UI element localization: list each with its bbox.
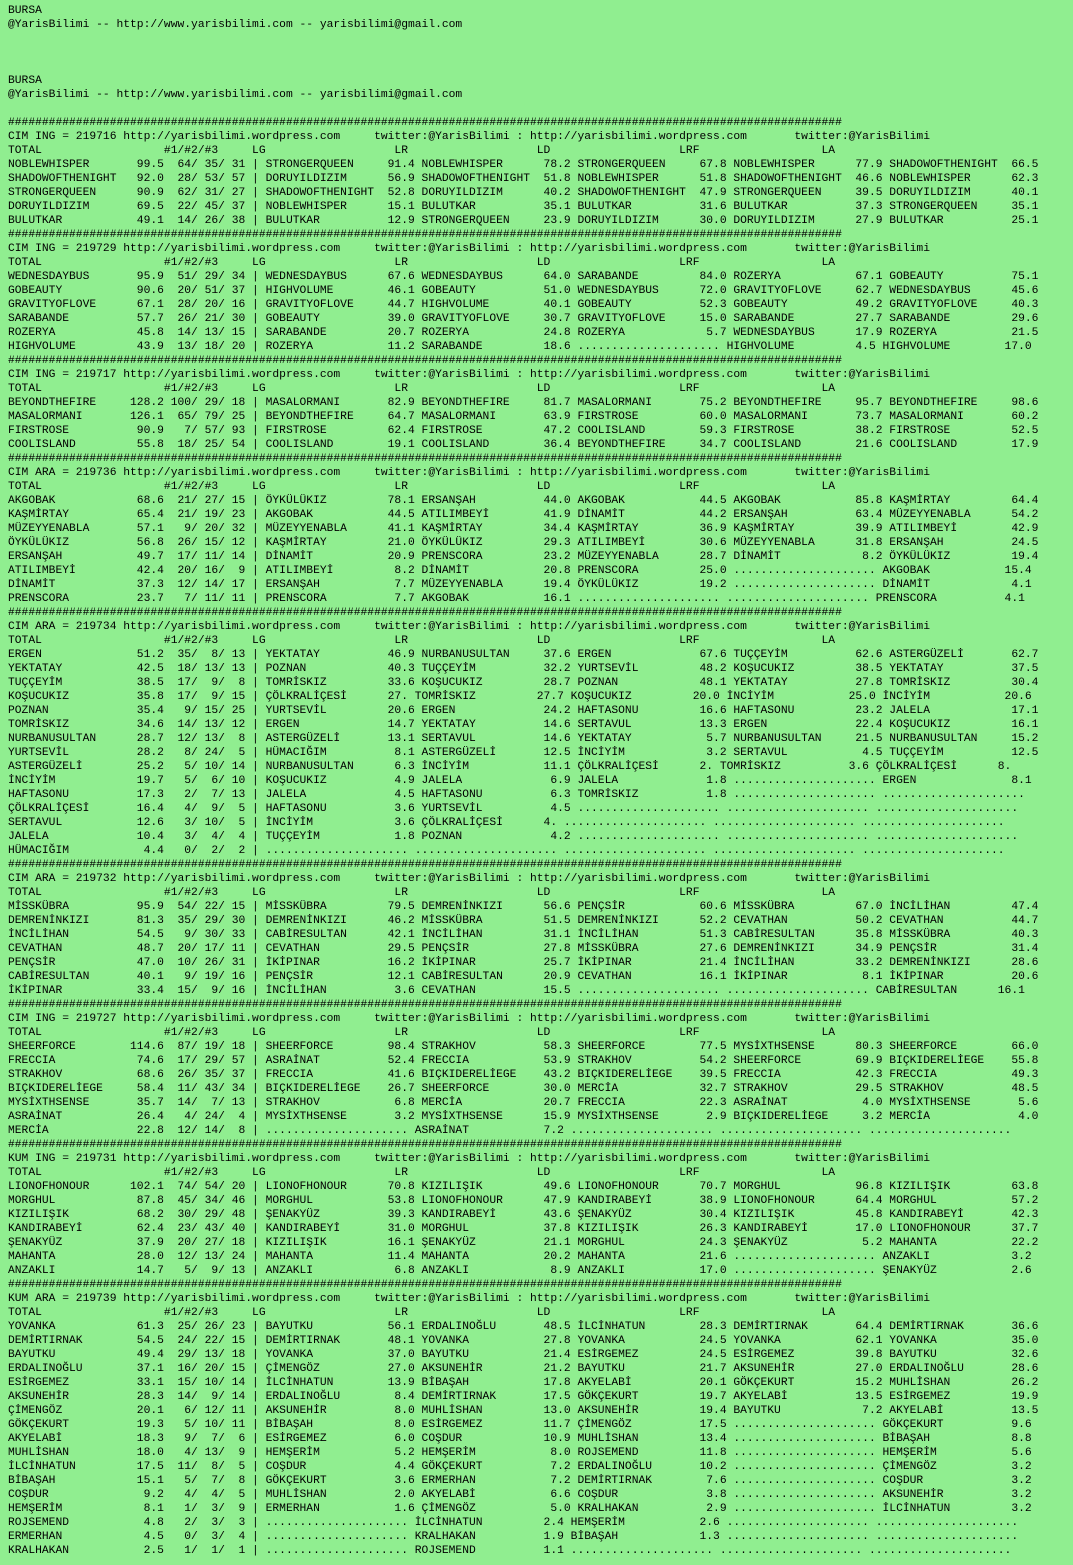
horse-row: MÜZEYYENABLA 57.1 9/ 20/ 32 | MÜZEYYENABLA 41.1 KAŞMİRTAY 34.4 KAŞMİRTAY 36.9 KAŞMİRTAY 39.9 ATILIMBEYİ 42.9 — [8, 523, 1039, 535]
horse-row: SHEERFORCE 114.6 87/ 19/ 18 | SHEERFORCE 98.4 STRAKHOV 58.3 SHEERFORCE 77.5 MYSİXTHSENSE 80.3 SHEERFORCE 66.0 — [8, 1041, 1039, 1053]
horse-row: ŞENAKYÜZ 37.9 20/ 27/ 18 | KIZILIŞIK 16.1 ŞENAKYÜZ 21.1 MORGHUL 24.3 ŞENAKYÜZ 5.2 MAHANTA 22.2 — [8, 1237, 1039, 1249]
horse-row: FRECCIA 74.6 17/ 29/ 57 | ASRAİNAT 52.4 FRECCIA 53.9 STRAKHOV 54.2 SHEERFORCE 69.9 BIÇKIDERELİEGE 55.8 — [8, 1055, 1039, 1067]
section-divider: ########################################################################################################################### — [8, 355, 842, 367]
section-divider: ########################################################################################################################### — [8, 117, 842, 129]
horse-row: AKSUNEHİR 28.3 14/ 9/ 14 | ERDALINOĞLU 8.4 DEMİRTIRNAK 17.5 GÖKÇEKURT 19.7 AKYELABİ 13.5 ESİRGEMEZ 19.9 — [8, 1391, 1039, 1403]
horse-row: KRALHAKAN 2.5 1/ 1/ 1 | ..................... ROJSEMEND 1.1 ..................... ..................... ..................... — [8, 1545, 1012, 1557]
horse-row: PENÇSİR 47.0 10/ 26/ 31 | İKİPINAR 16.2 İKİPINAR 25.7 İKİPINAR 21.4 İNCİLİHAN 33.2 DEMRENİNKIZI 28.6 — [8, 957, 1039, 969]
race-header: CIM ING = 219717 http://yarisbilimi.wordpress.com twitter:@YarisBilimi : http://yarisbilimi.wordpress.com twitter:@YarisBilimi — [8, 369, 930, 381]
horse-row: KIZILIŞIK 68.2 30/ 29/ 48 | ŞENAKYÜZ 39.3 KANDIRABEYİ 43.6 ŞENAKYÜZ 30.4 KIZILIŞIK 45.8 KANDIRABEYİ 42.3 — [8, 1209, 1039, 1221]
horse-row: MORGHUL 87.8 45/ 34/ 46 | MORGHUL 53.8 LIONOFHONOUR 47.9 KANDIRABEYİ 38.9 LIONOFHONOUR 64.4 MORGHUL 57.2 — [8, 1195, 1039, 1207]
column-headers: TOTAL #1/#2/#3 LG LR LD LRF LA — [8, 257, 836, 269]
horse-row: HIGHVOLUME 43.9 13/ 18/ 20 | ROZERYA 11.2 SARABANDE 18.6 ..................... HIGHVOLUME 4.5 HIGHVOLUME 17.0 — [8, 341, 1032, 353]
horse-row: ÇİMENGÖZ 20.1 6/ 12/ 11 | AKSUNEHİR 8.0 MUHLİSHAN 13.0 AKSUNEHİR 19.4 BAYUTKU 7.2 AKYELABİ 13.5 — [8, 1405, 1039, 1417]
horse-row: BİBAŞAH 15.1 5/ 7/ 8 | GÖKÇEKURT 3.6 ERMERHAN 7.2 DEMİRTIRNAK 7.6 ..................... COŞDUR 3.2 — [8, 1475, 1032, 1487]
horse-row: İNCİLİHAN 54.5 9/ 30/ 33 | CABİRESULTAN 42.1 İNCİLİHAN 31.1 İNCİLİHAN 51.3 CABİRESULTAN 35.8 MİSSKÜBRA 40.3 — [8, 929, 1039, 941]
column-headers: TOTAL #1/#2/#3 LG LR LD LRF LA — [8, 145, 836, 157]
race-header: CIM ING = 219716 http://yarisbilimi.wordpress.com twitter:@YarisBilimi : http://yarisbilimi.wordpress.com twitter:@YarisBilimi — [8, 131, 930, 143]
horse-row: PRENSCORA 23.7 7/ 11/ 11 | PRENSCORA 7.7 AKGOBAK 16.1 ..................... ..................... PRENSCORA 4.1 — [8, 593, 1025, 605]
horse-row: KOŞUCUKIZ 35.8 17/ 9/ 15 | ÇÖLKRALİÇESİ 27. TOMRİSKIZ 27.7 KOŞUCUKIZ 20.0 İNCİYİM 25.0 İNCİYİM 20.6 — [8, 691, 1032, 703]
horse-row: AKYELABİ 18.3 9/ 7/ 6 | ESİRGEMEZ 6.0 COŞDUR 10.9 MUHLİSHAN 13.4 ..................... BİBAŞAH 8.8 — [8, 1433, 1032, 1445]
horse-row: WEDNESDAYBUS 95.9 51/ 29/ 34 | WEDNESDAYBUS 67.6 WEDNESDAYBUS 64.0 SARABANDE 84.0 ROZERYA 67.1 GOBEAUTY 75.1 — [8, 271, 1039, 283]
column-headers: TOTAL #1/#2/#3 LG LR LD LRF LA — [8, 1167, 836, 1179]
horse-row: DİNAMİT 37.3 12/ 14/ 17 | ERSANŞAH 7.7 MÜZEYYENABLA 19.4 ÖYKÜLÜKIZ 19.2 ..................... DİNAMİT 4.1 — [8, 579, 1032, 591]
section-divider: ########################################################################################################################### — [8, 859, 842, 871]
venue-title: BURSA — [8, 5, 42, 17]
section-divider: ########################################################################################################################### — [8, 229, 842, 241]
horse-row: ROJSEMEND 4.8 2/ 3/ 3 | ..................... İLCİNHATUN 2.4 HEMŞERİM 2.6 ..................... ..................... — [8, 1517, 1019, 1529]
horse-row: LIONOFHONOUR 102.1 74/ 54/ 20 | LIONOFHONOUR 70.8 KIZILIŞIK 49.6 LIONOFHONOUR 70.7 MORGHUL 96.8 KIZILIŞIK 63.8 — [8, 1181, 1039, 1193]
horse-row: DORUYILDIZIM 69.5 22/ 45/ 37 | NOBLEWHISPER 15.1 BULUTKAR 35.1 BULUTKAR 31.6 BULUTKAR 37.3 STRONGERQUEEN 35.1 — [8, 201, 1039, 213]
horse-row: MUHLİSHAN 18.0 4/ 13/ 9 | HEMŞERİM 5.2 HEMŞERİM 8.0 ROJSEMEND 11.8 ..................... HEMŞERİM 5.6 — [8, 1447, 1032, 1459]
horse-row: İNCİYİM 19.7 5/ 6/ 10 | KOŞUCUKIZ 4.9 JALELA 6.9 JALELA 1.8 ..................... ERGEN 8.1 — [8, 775, 1032, 787]
horse-row: COŞDUR 9.2 4/ 4/ 5 | MUHLİSHAN 2.0 AKYELABİ 6.6 COŞDUR 3.8 ..................... AKSUNEHİR 3.2 — [8, 1489, 1032, 1501]
contact-line: @YarisBilimi -- http://www.yarisbilimi.com -- yarisbilimi@gmail.com — [8, 19, 463, 31]
race-header: KUM ING = 219731 http://yarisbilimi.wordpress.com twitter:@YarisBilimi : http://yarisbilimi.wordpress.com twitter:@YarisBilimi — [8, 1153, 930, 1165]
horse-row: GÖKÇEKURT 19.3 5/ 10/ 11 | BİBAŞAH 8.0 ESİRGEMEZ 11.7 ÇİMENGÖZ 17.5 ..................... GÖKÇEKURT 9.6 — [8, 1419, 1032, 1431]
horse-row: CEVATHAN 48.7 20/ 17/ 11 | CEVATHAN 29.5 PENÇSİR 27.8 MİSSKÜBRA 27.6 DEMRENİNKIZI 34.9 PENÇSİR 31.4 — [8, 943, 1039, 955]
horse-row: BEYONDTHEFIRE 128.2 100/ 29/ 18 | MASALORMANI 82.9 BEYONDTHEFIRE 81.7 MASALORMANI 75.2 BEYONDTHEFIRE 95.7 BEYONDTHEFIRE 98.6 — [8, 397, 1039, 409]
horse-row: HÜMACIĞIM 4.4 0/ 2/ 2 | ..................... ..................... ..................... ..................... ..................... — [8, 845, 1005, 857]
horse-row: JALELA 10.4 3/ 4/ 4 | TUÇÇEYİM 1.8 POZNAN 4.2 ..................... ..................... ..................... — [8, 831, 1019, 843]
horse-row: GOBEAUTY 90.6 20/ 51/ 37 | HIGHVOLUME 46.1 GOBEAUTY 51.0 WEDNESDAYBUS 72.0 GRAVITYOFLOVE 62.7 WEDNESDAYBUS 45.6 — [8, 285, 1039, 297]
horse-row: TOMRİSKIZ 34.6 14/ 13/ 12 | ERGEN 14.7 YEKTATAY 14.6 SERTAVUL 13.3 ERGEN 22.4 KOŞUCUKIZ 16.1 — [8, 719, 1039, 731]
horse-row: İKİPINAR 33.4 15/ 9/ 16 | İNCİLİHAN 3.6 CEVATHAN 15.5 ..................... ..................... CABİRESULTAN 16.1 — [8, 985, 1025, 997]
horse-row: DEMRENİNKIZI 81.3 35/ 29/ 30 | DEMRENİNKIZI 46.2 MİSSKÜBRA 51.5 DEMRENİNKIZI 52.2 CEVATHAN 50.2 CEVATHAN 44.7 — [8, 915, 1039, 927]
horse-row: ERGEN 51.2 35/ 8/ 13 | YEKTATAY 46.9 NURBANUSULTAN 37.6 ERGEN 67.6 TUÇÇEYİM 62.6 ASTERGÜZELİ 62.7 — [8, 649, 1039, 661]
horse-row: COOLISLAND 55.8 18/ 25/ 54 | COOLISLAND 19.1 COOLISLAND 36.4 BEYONDTHEFIRE 34.7 COOLISLAND 21.6 COOLISLAND 17.9 — [8, 439, 1039, 451]
horse-row: YEKTATAY 42.5 18/ 13/ 13 | POZNAN 40.3 TUÇÇEYİM 32.2 YURTSEVİL 48.2 KOŞUCUKIZ 38.5 YEKTATAY 37.5 — [8, 663, 1039, 675]
horse-row: GRAVITYOFLOVE 67.1 28/ 20/ 16 | GRAVITYOFLOVE 44.7 HIGHVOLUME 40.1 GOBEAUTY 52.3 GOBEAUTY 49.2 GRAVITYOFLOVE 40.3 — [8, 299, 1039, 311]
horse-row: YURTSEVİL 28.2 8/ 24/ 5 | HÜMACIĞIM 8.1 ASTERGÜZELİ 12.5 İNCİYİM 3.2 SERTAVUL 4.5 TUÇÇEYİM 12.5 — [8, 747, 1039, 759]
horse-row: ÖYKÜLÜKIZ 56.8 26/ 15/ 12 | KAŞMİRTAY 21.0 ÖYKÜLÜKIZ 29.3 ATILIMBEYİ 30.6 MÜZEYYENABLA 31.8 ERSANŞAH 24.5 — [8, 537, 1039, 549]
section-divider: ########################################################################################################################### — [8, 999, 842, 1011]
horse-row: YOVANKA 61.3 25/ 26/ 23 | BAYUTKU 56.1 ERDALINOĞLU 48.5 İLCİNHATUN 28.3 DEMİRTIRNAK 64.4 DEMİRTIRNAK 36.6 — [8, 1321, 1039, 1333]
section-divider: ########################################################################################################################### — [8, 453, 842, 465]
horse-row: MERCİA 22.8 12/ 14/ 8 | ..................... ASRAİNAT 7.2 ..................... ..................... ..................... — [8, 1125, 1012, 1137]
column-headers: TOTAL #1/#2/#3 LG LR LD LRF LA — [8, 635, 836, 647]
column-headers: TOTAL #1/#2/#3 LG LR LD LRF LA — [8, 481, 836, 493]
horse-row: POZNAN 35.4 9/ 15/ 25 | YURTSEVİL 20.6 ERGEN 24.2 HAFTASONU 16.6 HAFTASONU 23.2 JALELA 17.1 — [8, 705, 1039, 717]
venue-title: BURSA — [8, 75, 42, 87]
horse-row: SHADOWOFTHENIGHT 92.0 28/ 53/ 57 | DORUYILDIZIM 56.9 SHADOWOFTHENIGHT 51.8 NOBLEWHISPER 51.8 SHADOWOFTHENIGHT 46.6 NOBLEWHISPER 62.3 — [8, 173, 1039, 185]
horse-row: MAHANTA 28.0 12/ 13/ 24 | MAHANTA 11.4 MAHANTA 20.2 MAHANTA 21.6 ..................... ANZAKLI 3.2 — [8, 1251, 1032, 1263]
horse-row: MASALORMANI 126.1 65/ 79/ 25 | BEYONDTHEFIRE 64.7 MASALORMANI 63.9 FIRSTROSE 60.0 MASALORMANI 73.7 MASALORMANI 60.2 — [8, 411, 1039, 423]
horse-row: ERDALINOĞLU 37.1 16/ 20/ 15 | ÇİMENGÖZ 27.0 AKSUNEHİR 21.2 BAYUTKU 21.7 AKSUNEHİR 27.0 ERDALINOĞLU 28.6 — [8, 1363, 1039, 1375]
horse-row: BAYUTKU 49.4 29/ 13/ 18 | YOVANKA 37.0 BAYUTKU 21.4 ESİRGEMEZ 24.5 ESİRGEMEZ 39.8 BAYUTKU 32.6 — [8, 1349, 1039, 1361]
race-header: KUM ARA = 219739 http://yarisbilimi.wordpress.com twitter:@YarisBilimi : http://yarisbilimi.wordpress.com twitter:@YarisBilimi — [8, 1293, 930, 1305]
section-divider: ########################################################################################################################### — [8, 1139, 842, 1151]
horse-row: KAŞMİRTAY 65.4 21/ 19/ 23 | AKGOBAK 44.5 ATILIMBEYİ 41.9 DİNAMİT 44.2 ERSANŞAH 63.4 MÜZEYYENABLA 54.2 — [8, 509, 1039, 521]
horse-row: STRONGERQUEEN 90.9 62/ 31/ 27 | SHADOWOFTHENIGHT 52.8 DORUYILDIZIM 40.2 SHADOWOFTHENIGHT 47.9 STRONGERQUEEN 39.5 DORUYILDIZIM 40.1 — [8, 187, 1039, 199]
column-headers: TOTAL #1/#2/#3 LG LR LD LRF LA — [8, 383, 836, 395]
horse-row: NURBANUSULTAN 28.7 12/ 13/ 8 | ASTERGÜZELİ 13.1 SERTAVUL 14.6 YEKTATAY 5.7 NURBANUSULTAN 21.5 NURBANUSULTAN 15.2 — [8, 733, 1039, 745]
horse-row: ASRAİNAT 26.4 4/ 24/ 4 | MYSİXTHSENSE 3.2 MYSİXTHSENSE 15.9 MYSİXTHSENSE 2.9 BIÇKIDERELİEGE 3.2 MERCİA 4.0 — [8, 1111, 1039, 1123]
blank-line — [8, 46, 1073, 60]
race-header: CIM ING = 219729 http://yarisbilimi.wordpress.com twitter:@YarisBilimi : http://yarisbilimi.wordpress.com twitter:@YarisBilimi — [8, 243, 930, 255]
horse-row: ASTERGÜZELİ 25.2 5/ 10/ 14 | NURBANUSULTAN 6.3 İNCİYİM 11.1 ÇÖLKRALİÇESİ 2. TOMRİSKIZ 3.6 ÇÖLKRALİÇESİ 8. — [8, 761, 1012, 773]
section-divider: ########################################################################################################################### — [8, 607, 842, 619]
column-headers: TOTAL #1/#2/#3 LG LR LD LRF LA — [8, 1307, 836, 1319]
horse-row: MİSSKÜBRA 95.9 54/ 22/ 15 | MİSSKÜBRA 79.5 DEMRENİNKIZI 56.6 PENÇSİR 60.6 MİSSKÜBRA 67.0 İNCİLİHAN 47.4 — [8, 901, 1039, 913]
column-headers: TOTAL #1/#2/#3 LG LR LD LRF LA — [8, 1027, 836, 1039]
race-header: CIM ARA = 219732 http://yarisbilimi.wordpress.com twitter:@YarisBilimi : http://yarisbilimi.wordpress.com twitter:@YarisBilimi — [8, 873, 930, 885]
race-header: CIM ARA = 219734 http://yarisbilimi.wordpress.com twitter:@YarisBilimi : http://yarisbilimi.wordpress.com twitter:@YarisBilimi — [8, 621, 930, 633]
horse-row: TUÇÇEYİM 38.5 17/ 9/ 8 | TOMRİSKIZ 33.6 KOŞUCUKIZ 28.7 POZNAN 48.1 YEKTATAY 27.8 TOMRİSKIZ 30.4 — [8, 677, 1039, 689]
horse-row: AKGOBAK 68.6 21/ 27/ 15 | ÖYKÜLÜKIZ 78.1 ERSANŞAH 44.0 AKGOBAK 44.5 AKGOBAK 85.8 KAŞMİRTAY 64.4 — [8, 495, 1039, 507]
horse-row: STRAKHOV 68.6 26/ 35/ 37 | FRECCIA 41.6 BIÇKIDERELİEGE 43.2 BIÇKIDERELİEGE 39.5 FRECCIA 42.3 FRECCIA 49.3 — [8, 1069, 1039, 1081]
horse-row: BULUTKAR 49.1 14/ 26/ 38 | BULUTKAR 12.9 STRONGERQUEEN 23.9 DORUYILDIZIM 30.0 DORUYILDIZIM 27.9 BULUTKAR 25.1 — [8, 215, 1039, 227]
horse-row: KANDIRABEYİ 62.4 23/ 43/ 40 | KANDIRABEYİ 31.0 MORGHUL 37.8 KIZILIŞIK 26.3 KANDIRABEYİ 17.0 LIONOFHONOUR 37.7 — [8, 1223, 1039, 1235]
race-header: CIM ARA = 219736 http://yarisbilimi.wordpress.com twitter:@YarisBilimi : http://yarisbilimi.wordpress.com twitter:@YarisBilimi — [8, 467, 930, 479]
column-headers: TOTAL #1/#2/#3 LG LR LD LRF LA — [8, 887, 836, 899]
blank-line — [8, 60, 1073, 74]
race-header: CIM ING = 219727 http://yarisbilimi.wordpress.com twitter:@YarisBilimi : http://yarisbilimi.wordpress.com twitter:@YarisBilimi — [8, 1013, 930, 1025]
blank-line — [8, 32, 1073, 46]
section-divider: ########################################################################################################################### — [8, 1279, 842, 1291]
horse-row: ÇÖLKRALİÇESİ 16.4 4/ 9/ 5 | HAFTASONU 3.6 YURTSEVİL 4.5 ..................... ..................... ..................... — [8, 803, 1019, 815]
horse-row: BIÇKIDERELİEGE 58.4 11/ 43/ 34 | BIÇKIDERELİEGE 26.7 SHEERFORCE 30.0 MERCİA 32.7 STRAKHOV 29.5 STRAKHOV 48.5 — [8, 1083, 1039, 1095]
horse-row: FIRSTROSE 90.9 7/ 57/ 93 | FIRSTROSE 62.4 FIRSTROSE 47.2 COOLISLAND 59.3 FIRSTROSE 38.2 FIRSTROSE 52.5 — [8, 425, 1039, 437]
horse-row: ANZAKLI 14.7 5/ 9/ 13 | ANZAKLI 6.8 ANZAKLI 8.9 ANZAKLI 17.0 ..................... ŞENAKYÜZ 2.6 — [8, 1265, 1032, 1277]
horse-row: ATILIMBEYİ 42.4 20/ 16/ 9 | ATILIMBEYİ 8.2 DİNAMİT 20.8 PRENSCORA 25.0 ..................... AKGOBAK 15.4 — [8, 565, 1032, 577]
horse-row: SARABANDE 57.7 26/ 21/ 30 | GOBEAUTY 39.0 GRAVITYOFLOVE 30.7 GRAVITYOFLOVE 15.0 SARABANDE 27.7 SARABANDE 29.6 — [8, 313, 1039, 325]
horse-row: ESİRGEMEZ 33.1 15/ 10/ 14 | İLCİNHATUN 13.9 BİBAŞAH 17.8 AKYELABİ 20.1 GÖKÇEKURT 15.2 MUHLİSHAN 26.2 — [8, 1377, 1039, 1389]
horse-row: İLCİNHATUN 17.5 11/ 8/ 5 | COŞDUR 4.4 GÖKÇEKURT 7.2 ERDALINOĞLU 10.2 ..................... ÇİMENGÖZ 3.2 — [8, 1461, 1032, 1473]
horse-row: HAFTASONU 17.3 2/ 7/ 13 | JALELA 4.5 HAFTASONU 6.3 TOMRİSKIZ 1.8 ..................... ..................... — [8, 789, 1025, 801]
blank-line — [8, 102, 1073, 116]
horse-row: ERSANŞAH 49.7 17/ 11/ 14 | DİNAMİT 20.9 PRENSCORA 23.2 MÜZEYYENABLA 28.7 DİNAMİT 8.2 ÖYKÜLÜKIZ 19.4 — [8, 551, 1039, 563]
horse-row: SERTAVUL 12.6 3/ 10/ 5 | İNCİYİM 3.6 ÇÖLKRALİÇESİ 4. ..................... ..................... ..................... — [8, 817, 1005, 829]
horse-row: DEMİRTIRNAK 54.5 24/ 22/ 15 | DEMİRTIRNAK 48.1 YOVANKA 27.8 YOVANKA 24.5 YOVANKA 62.1 YOVANKA 35.0 — [8, 1335, 1039, 1347]
horse-row: CABİRESULTAN 40.1 9/ 19/ 16 | PENÇSİR 12.1 CABİRESULTAN 20.9 CEVATHAN 16.1 İKİPINAR 8.1 İKİPINAR 20.6 — [8, 971, 1039, 983]
horse-row: HEMŞERİM 8.1 1/ 3/ 9 | ERMERHAN 1.6 ÇİMENGÖZ 5.0 KRALHAKAN 2.9 ..................... İLCİNHATUN 3.2 — [8, 1503, 1032, 1515]
horse-row: NOBLEWHISPER 99.5 64/ 35/ 31 | STRONGERQUEEN 91.4 NOBLEWHISPER 78.2 STRONGERQUEEN 67.8 NOBLEWHISPER 77.9 SHADOWOFTHENIGHT 66.5 — [8, 159, 1039, 171]
contact-line: @YarisBilimi -- http://www.yarisbilimi.com -- yarisbilimi@gmail.com — [8, 89, 463, 101]
horse-row: MYSİXTHSENSE 35.7 14/ 7/ 13 | STRAKHOV 6.8 MERCİA 20.7 FRECCIA 22.3 ASRAİNAT 4.0 MYSİXTHSENSE 5.6 — [8, 1097, 1039, 1109]
horse-row: ERMERHAN 4.5 0/ 3/ 4 | ..................... KRALHAKAN 1.9 BİBAŞAH 1.3 ..................... ..................... — [8, 1531, 1019, 1543]
horse-row: ROZERYA 45.8 14/ 13/ 15 | SARABANDE 20.7 ROZERYA 24.8 ROZERYA 5.7 WEDNESDAYBUS 17.9 ROZERYA 21.5 — [8, 327, 1039, 339]
